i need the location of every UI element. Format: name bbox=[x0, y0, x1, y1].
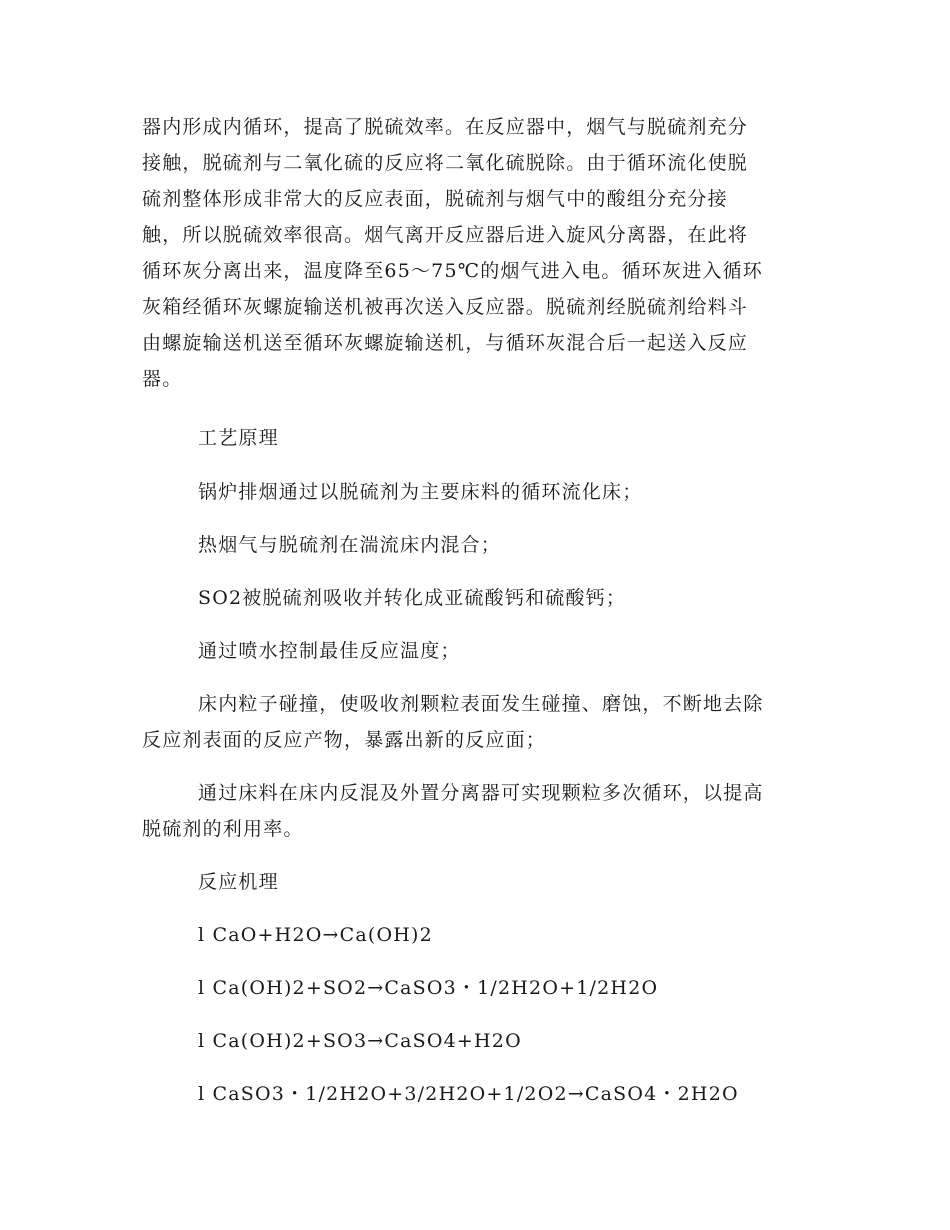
process-item-6-line-1: 通过床料在床内反混及外置分离器可实现颗粒多次循环，以提高 bbox=[198, 782, 764, 804]
process-item-5-line-2: 反应剂表面的反应产物，暴露出新的反应面； bbox=[142, 729, 547, 751]
intro-paragraph-line-8: 器。 bbox=[142, 368, 183, 390]
section-heading-process: 工艺原理 bbox=[198, 427, 279, 449]
intro-paragraph-line-5: 循环灰分离出来，温度降至65～75℃的烟气进入电。循环灰进入循环 bbox=[142, 260, 764, 282]
process-item-2: 热烟气与脱硫剂在湍流床内混合； bbox=[198, 534, 502, 556]
intro-paragraph-line-7: 由螺旋输送机送至循环灰螺旋输送机，与循环灰混合后一起送入反应 bbox=[142, 332, 749, 354]
intro-paragraph-line-3: 硫剂整体形成非常大的反应表面，脱硫剂与烟气中的酸组分充分接 bbox=[142, 188, 728, 210]
intro-paragraph-line-2: 接触，脱硫剂与二氧化硫的反应将二氧化硫脱除。由于循环流化使脱 bbox=[142, 152, 749, 174]
reaction-equation-4: l CaSO3・1/2H2O+3/2H2O+1/2O2→CaSO4・2H2O bbox=[198, 1083, 739, 1105]
intro-paragraph-line-6: 灰箱经循环灰螺旋输送机被再次送入反应器。脱硫剂经脱硫剂给料斗 bbox=[142, 296, 749, 318]
intro-paragraph-line-1: 器内形成内循环，提高了脱硫效率。在反应器中，烟气与脱硫剂充分 bbox=[142, 116, 749, 138]
intro-paragraph-line-4: 触，所以脱硫效率很高。烟气离开反应器后进入旋风分离器，在此将 bbox=[142, 224, 749, 246]
process-item-1: 锅炉排烟通过以脱硫剂为主要床料的循环流化床； bbox=[198, 481, 643, 503]
process-item-5-line-1: 床内粒子碰撞，使吸收剂颗粒表面发生碰撞、磨蚀，不断地去除 bbox=[198, 693, 764, 715]
reaction-equation-3: l Ca(OH)2+SO3→CaSO4+H2O bbox=[198, 1030, 522, 1052]
reaction-equation-1: l CaO+H2O→Ca(OH)2 bbox=[198, 924, 433, 946]
process-item-4: 通过喷水控制最佳反应温度； bbox=[198, 640, 461, 662]
reaction-equation-2: l Ca(OH)2+SO2→CaSO3・1/2H2O+1/2H2O bbox=[198, 977, 659, 999]
process-item-3: SO2被脱硫剂吸收并转化成亚硫酸钙和硫酸钙； bbox=[198, 587, 627, 609]
process-item-6-line-2: 脱硫剂的利用率。 bbox=[142, 818, 304, 840]
section-heading-mechanism: 反应机理 bbox=[198, 871, 279, 893]
